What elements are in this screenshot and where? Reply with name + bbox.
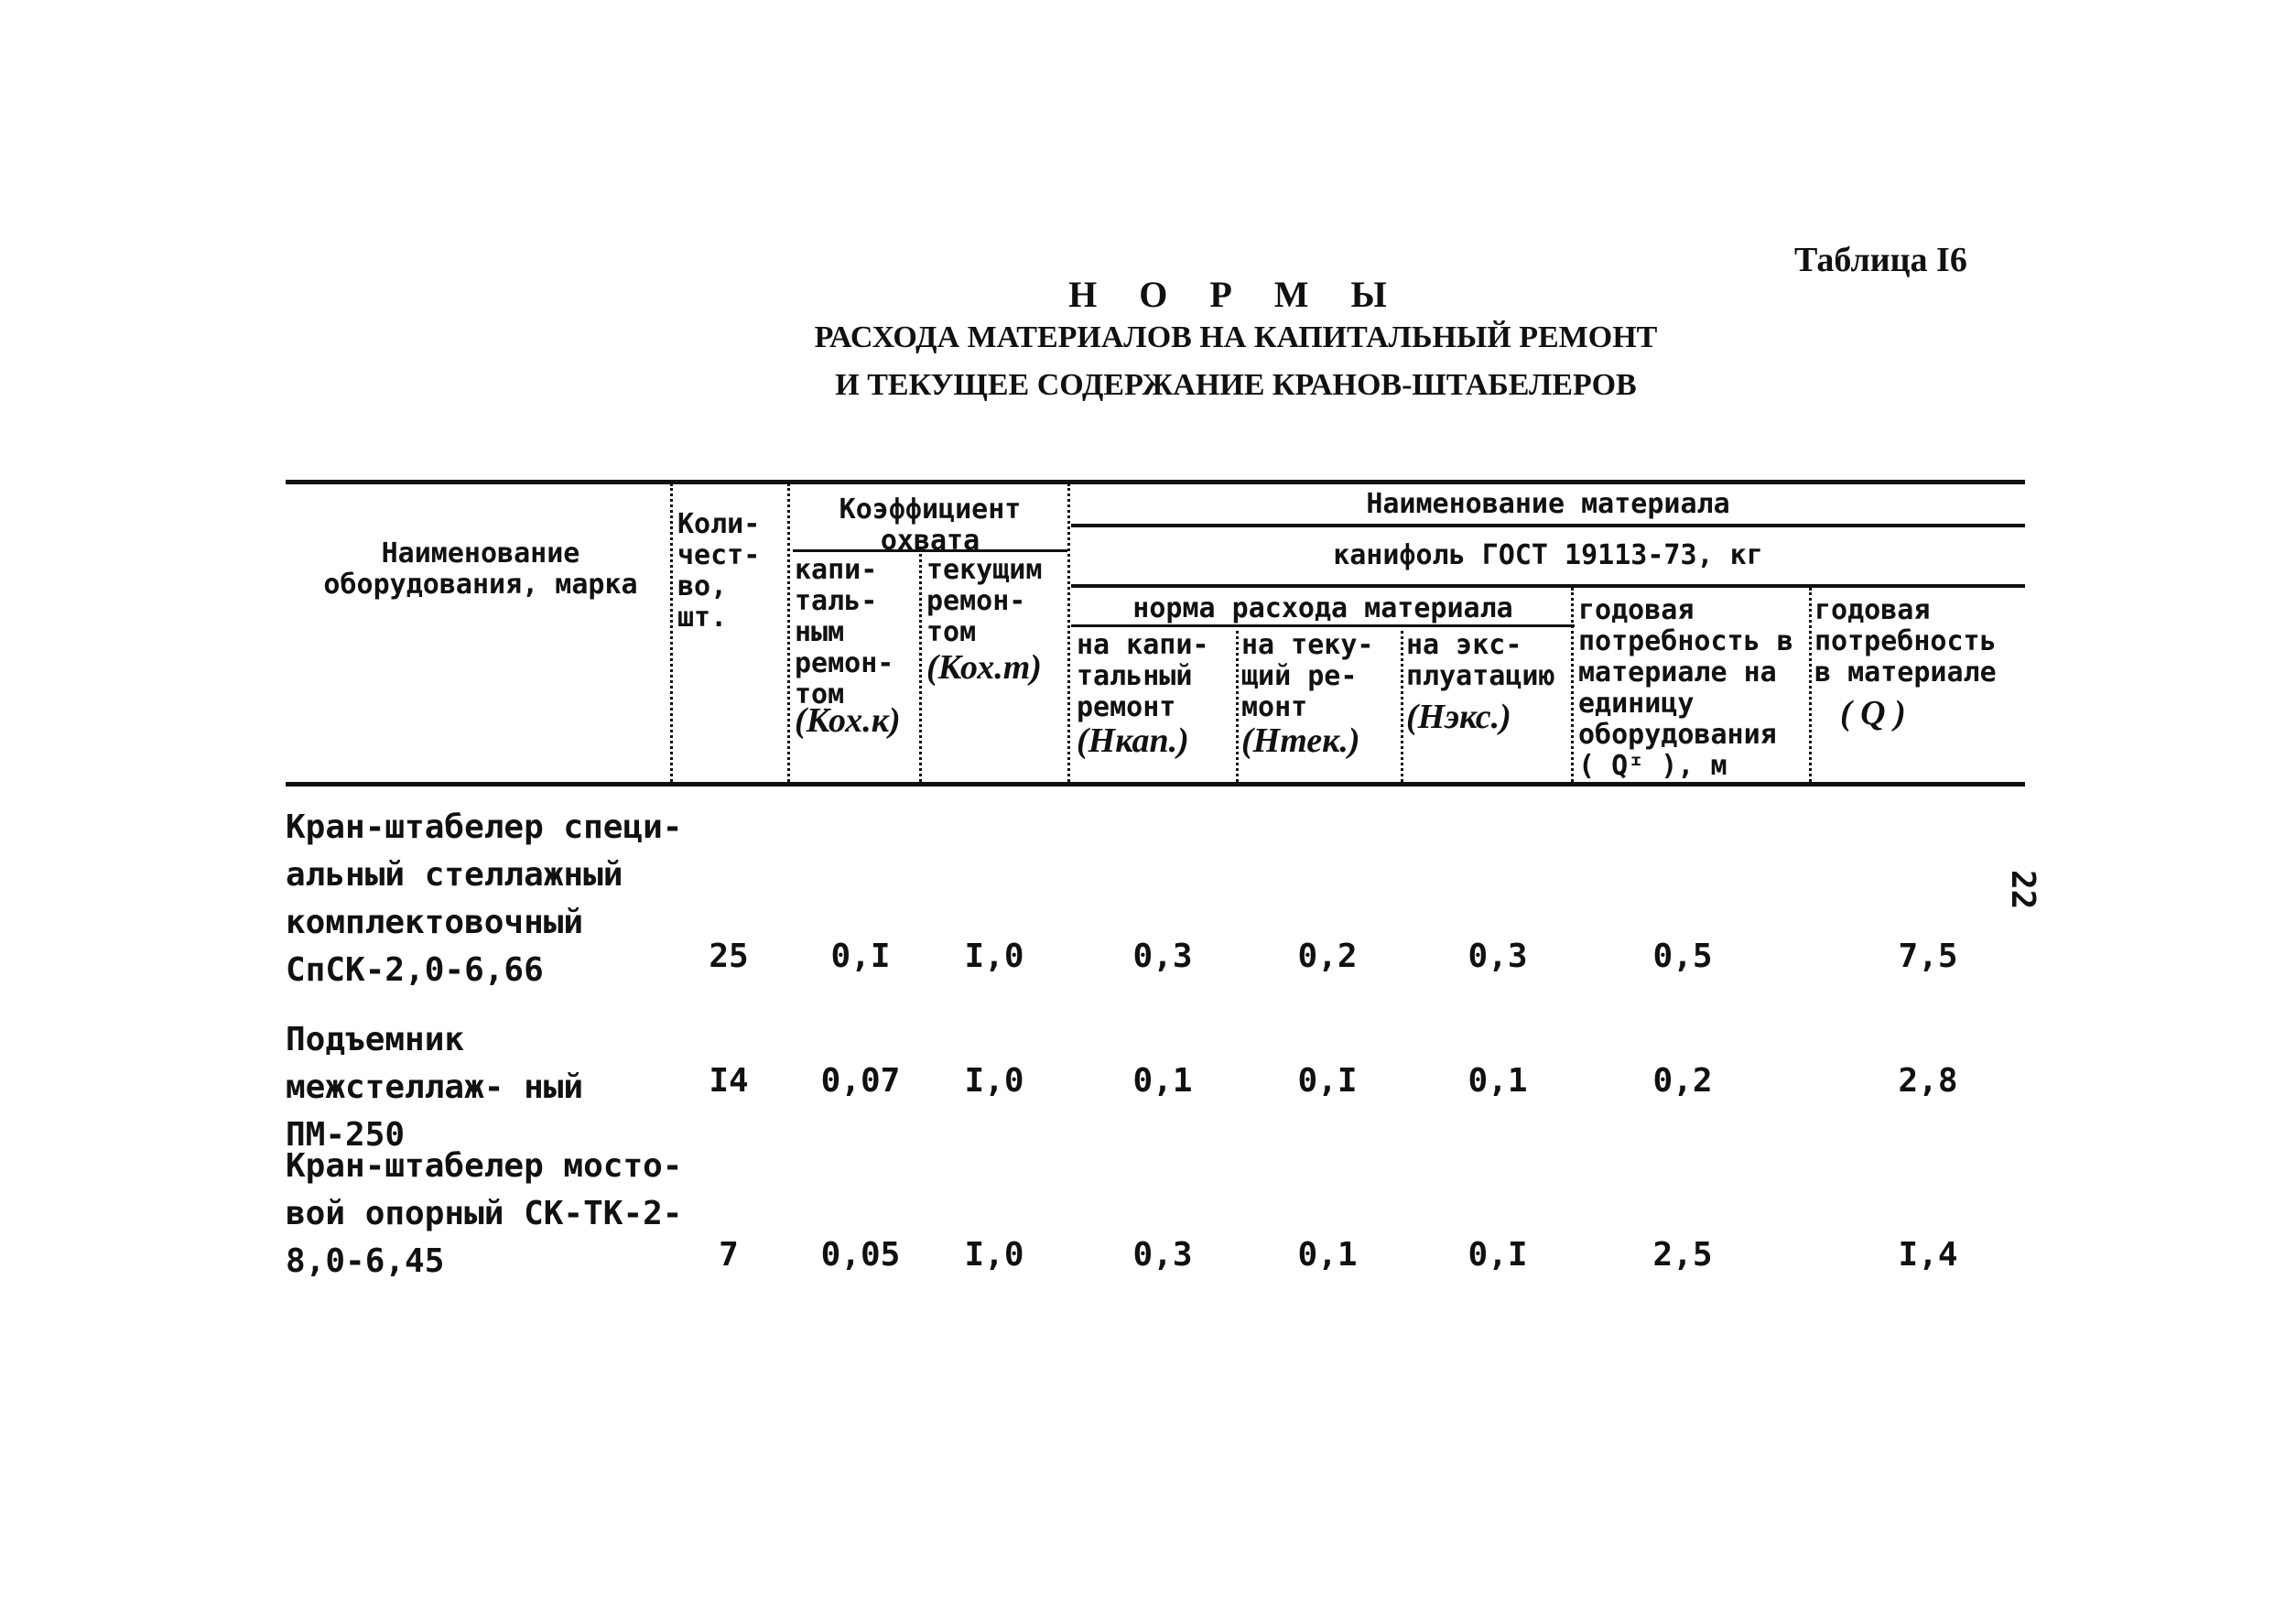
header-norm-capital: на капи- тальный ремонт	[1077, 629, 1209, 723]
header-norm-operation: на экс- плуатацию	[1406, 629, 1555, 692]
header-consumption-norm: норма расхода материала	[1132, 592, 1513, 624]
table-row-3-k-cur: I,0	[964, 1236, 1024, 1274]
col-sep-8	[1809, 588, 1812, 782]
table-row-2-n-cur: 0,I	[1297, 1062, 1358, 1100]
header-norm-operation-symbol: (Нэкс.)	[1406, 698, 1511, 736]
header-capital-repair: капи- таль- ным ремон- том	[795, 554, 894, 710]
table-row-1-q-unit: 0,5	[1652, 938, 1713, 975]
norm-rule	[1071, 624, 1575, 627]
header-material-name: Наименование материала	[1366, 488, 1730, 520]
table-row-1-n-cur: 0,2	[1297, 938, 1358, 975]
table-row-3-k-cap: 0,05	[820, 1236, 901, 1274]
table-header-bottom-rule	[286, 782, 2025, 786]
col-sep-6	[1401, 624, 1403, 782]
document-title: Н О Р М Ы	[1068, 274, 1403, 315]
page-number: 22	[2004, 870, 2041, 910]
header-quantity: Коли- чест- во, шт.	[677, 508, 761, 634]
table-row-1-q-total: 7,5	[1898, 938, 1958, 975]
header-capital-repair-symbol: (Кох.к)	[795, 701, 901, 740]
table-row-1-quantity: 25	[709, 938, 749, 975]
table-row-1-k-cap: 0,I	[830, 938, 891, 975]
col-sep-2	[787, 483, 790, 782]
table-top-rule	[286, 480, 2025, 484]
header-annual-unit-symbol: ( Qᶦ ), м	[1578, 750, 1727, 782]
table-row-3-n-cur: 0,1	[1297, 1236, 1358, 1274]
table-row-3-n-cap: 0,3	[1132, 1236, 1193, 1274]
material-sub-rule	[1071, 584, 2025, 588]
header-current-repair: текущим ремон- том	[926, 554, 1043, 648]
col-sep-3	[919, 549, 922, 782]
table-row-2-quantity: I4	[709, 1062, 749, 1100]
header-current-repair-symbol: (Кох.т)	[926, 648, 1042, 687]
table-row-1-k-cur: I,0	[964, 938, 1024, 975]
table-row-2-q-total: 2,8	[1898, 1062, 1958, 1100]
table-row-2-n-exp: 0,1	[1467, 1062, 1528, 1100]
table-row-2-k-cap: 0,07	[820, 1062, 901, 1100]
header-coverage-coef: Коэффициент охвата	[839, 493, 1022, 557]
header-norm-current: на теку- щий ре- монт	[1241, 629, 1374, 723]
header-norm-capital-symbol: (Нкап.)	[1077, 721, 1189, 760]
table-row-1-n-exp: 0,3	[1467, 938, 1528, 975]
table-row-2-q-unit: 0,2	[1652, 1062, 1713, 1100]
col-sep-4	[1067, 483, 1070, 782]
table-row-3-q-total: I,4	[1898, 1236, 1958, 1274]
header-material: канифоль ГОСТ 19113-73, кг	[1333, 539, 1763, 571]
header-norm-current-symbol: (Нтек.)	[1241, 721, 1360, 760]
document-subtitle-line-1: РАСХОДА МАТЕРИАЛОВ НА КАПИТАЛЬНЫЙ РЕМОНТ	[814, 320, 1658, 354]
header-annual-total: годовая потребность в материале	[1814, 594, 1997, 689]
table-row-3-quantity: 7	[719, 1236, 739, 1274]
table-row-1-n-cap: 0,3	[1132, 938, 1193, 975]
table-row-3-n-exp: 0,I	[1467, 1236, 1528, 1274]
header-annual-total-symbol: ( Q )	[1840, 694, 1906, 732]
table-row-2-n-cap: 0,1	[1132, 1062, 1193, 1100]
header-equipment: Наименование оборудования, марка	[323, 537, 638, 601]
document-subtitle-line-2: И ТЕКУЩЕЕ СОДЕРЖАНИЕ КРАНОВ-ШТАБЕЛЕРОВ	[835, 368, 1637, 402]
table-label: Таблица I6	[1794, 241, 1967, 279]
table-row-2-k-cur: I,0	[964, 1062, 1024, 1100]
table-row-1-name: Кран-штабелер специ- альный стеллажный комплектовочный СпСК-2,0-6,66	[286, 808, 683, 989]
table-row-2-name: Подъемник межстеллаж- ный ПМ-250	[286, 1021, 584, 1154]
col-sep-5	[1236, 624, 1239, 782]
material-header-rule	[1071, 524, 2025, 527]
table-row-3-name: Кран-штабелер мосто- вой опорный СК-ТК-2-8,0-6,45	[286, 1147, 683, 1280]
col-sep-1	[670, 483, 673, 782]
header-annual-unit: годовая потребность в материале на единицу оборудования	[1578, 594, 1793, 751]
table-row-3-q-unit: 2,5	[1652, 1236, 1713, 1274]
